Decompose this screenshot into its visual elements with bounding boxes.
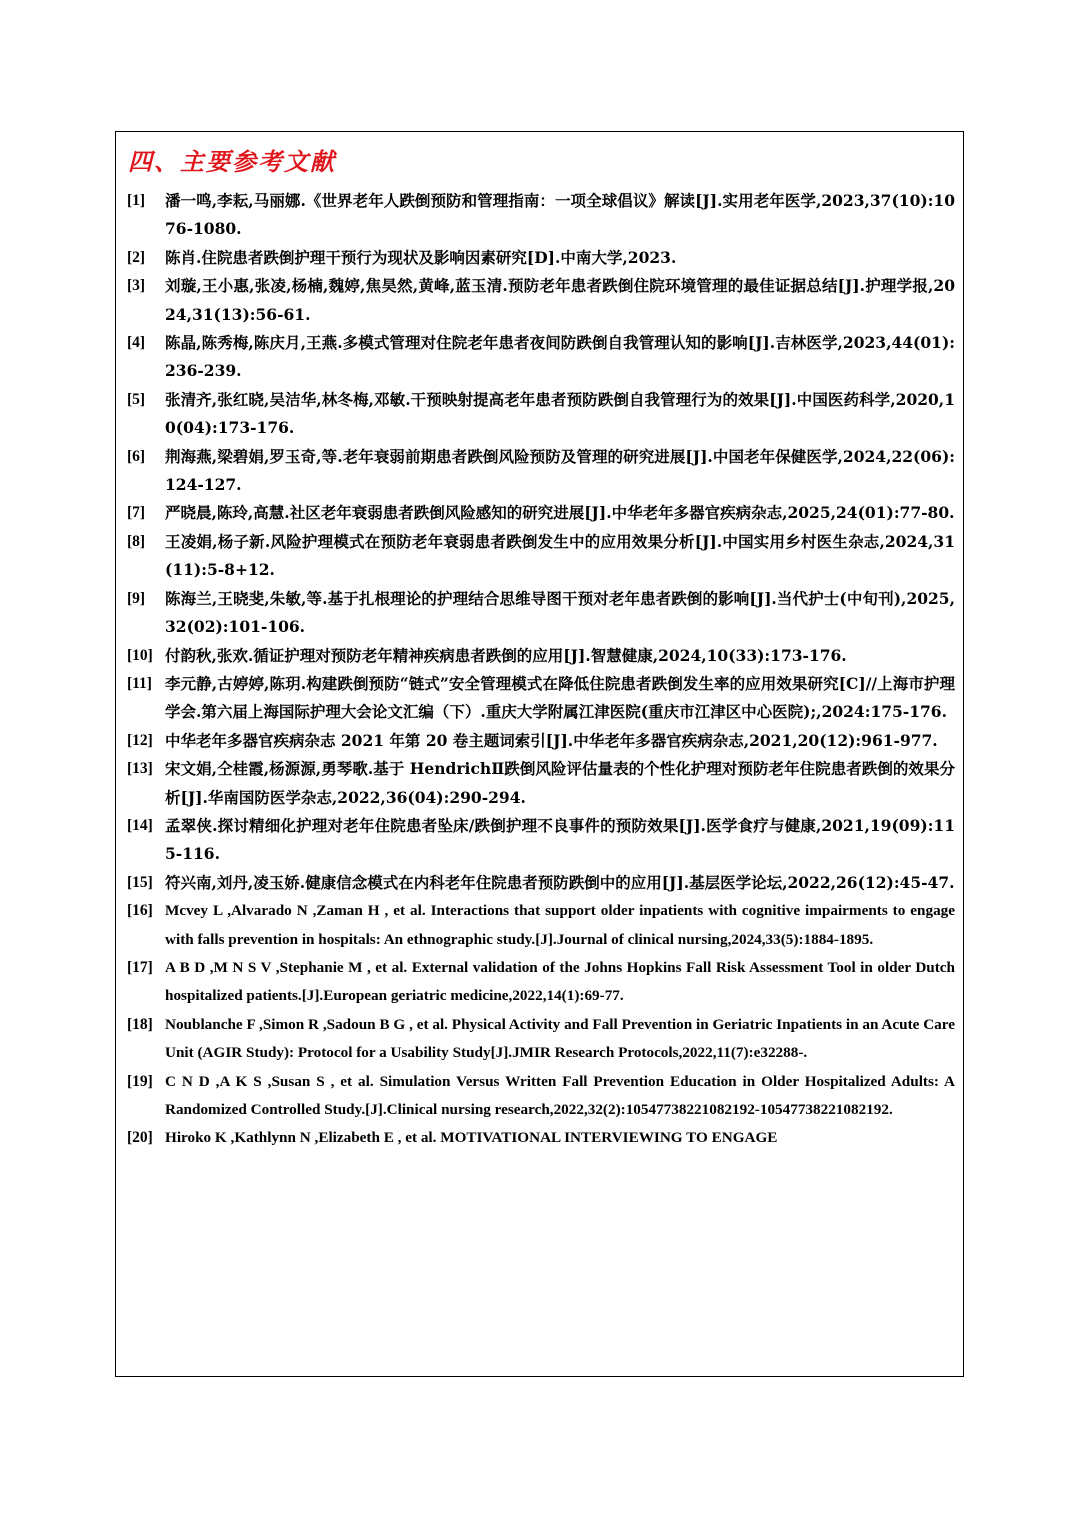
- reference-text: 李元静,古婷婷,陈玥.构建跌倒预防“链式”安全管理模式在降低住院患者跌倒发生率的应用效果研究[C]//上海市护理学会.第六届上海国际护理大会论文汇编（下）.重庆大学附属江津医院(重庆市江津区中心医院);,2024:175-176.: [165, 673, 955, 722]
- reference-number: [6]: [127, 447, 146, 465]
- reference-number: [18]: [127, 1015, 153, 1033]
- reference-item: [127, 670, 955, 727]
- reference-item: [127, 1124, 955, 1152]
- reference-text: 孟翠侠.探讨精细化护理对老年住院患者坠床/跌倒护理不良事件的预防效果[J].医学食疗与健康,2021,19(09):115-116.: [165, 815, 955, 864]
- reference-item: [127, 386, 955, 443]
- reference-text: Noublanche F ,Simon R ,Sadoun B G , et al. Physical Activity and Fall Prevention in Geriatric Inpatients in an Acute Care Unit (AGIR Study): Protocol for a Usability Study[J].JMIR Research Protocols,2022,11(7):e32288-.: [165, 1015, 955, 1062]
- reference-item: [127, 954, 955, 1011]
- reference-item: [127, 812, 955, 869]
- reference-number: [14]: [127, 816, 153, 834]
- reference-number: [15]: [127, 873, 153, 891]
- reference-item: [127, 443, 955, 500]
- reference-item: [127, 187, 955, 244]
- reference-item: [127, 244, 955, 272]
- reference-text: 符兴南,刘丹,凌玉娇.健康信念模式在内科老年住院患者预防跌倒中的应用[J].基层医学论坛,2022,26(12):45-47.: [165, 872, 955, 892]
- references-frame: [115, 131, 964, 1377]
- reference-number: [20]: [127, 1129, 153, 1147]
- reference-number: [12]: [127, 731, 153, 749]
- reference-text: 严晓晨,陈玲,高慧.社区老年衰弱患者跌倒风险感知的研究进展[J].中华老年多器官疾病杂志,2025,24(01):77-80.: [165, 503, 955, 523]
- reference-text: C N D ,A K S ,Susan S , et al. Simulation Versus Written Fall Prevention Education in Older Hospitalized Adults: A Randomized Controlled Study.[J].Clinical nursing research,2022,32(2):10547738221082192-10547738221082192.: [165, 1072, 955, 1118]
- reference-item: [127, 528, 955, 585]
- reference-item: [127, 585, 955, 642]
- reference-item: [127, 272, 955, 329]
- reference-text: 刘璇,王小惠,张凌,杨楠,魏婷,焦昊然,黄峰,蓝玉清.预防老年患者跌倒住院环境管理的最佳证据总结[J].护理学报,2024,31(13):56-61.: [165, 276, 955, 324]
- reference-item: [127, 869, 955, 897]
- reference-item: [127, 329, 955, 386]
- reference-text: A B D ,M N S V ,Stephanie M , et al. External validation of the Johns Hopkins Fall Risk Assessment Tool in older Dutch hospitalized patients.[J].European geriatric medicine,2022,14(1):69-77.: [165, 958, 955, 1005]
- reference-text: 王凌娟,杨子新.风险护理模式在预防老年衰弱患者跌倒发生中的应用效果分析[J].中国实用乡村医生杂志,2024,31(11):5-8+12.: [165, 531, 955, 580]
- reference-item: [127, 897, 955, 954]
- reference-number: [7]: [127, 504, 146, 522]
- reference-text: 潘一鸣,李耘,马丽娜.《世界老年人跌倒预防和管理指南：一项全球倡议》解读[J].实用老年医学,2023,37(10):1076-1080.: [165, 191, 955, 239]
- reference-list: [127, 187, 955, 1153]
- reference-text: 陈晶,陈秀梅,陈庆月,王燕.多模式管理对住院老年患者夜间防跌倒自我管理认知的影响[J].吉林医学,2023,44(01):236-239.: [165, 333, 955, 381]
- reference-text: Hiroko K ,Kathlynn N ,Elizabeth E , et al. MOTIVATIONAL INTERVIEWING TO ENGAGE: [165, 1129, 778, 1147]
- reference-number: [10]: [127, 646, 153, 664]
- reference-number: [1]: [127, 192, 146, 209]
- reference-text: 中华老年多器官疾病杂志 2021 年第 20 卷主题词索引[J].中华老年多器官疾病杂志,2021,20(12):961-977.: [165, 730, 938, 750]
- reference-number: [16]: [127, 902, 153, 920]
- reference-number: [19]: [127, 1072, 153, 1090]
- reference-item: [127, 727, 955, 755]
- reference-item: [127, 499, 955, 527]
- reference-number: [5]: [127, 390, 146, 408]
- reference-text: 陈肖.住院患者跌倒护理干预行为现状及影响因素研究[D].中南大学,2023.: [165, 247, 677, 267]
- reference-number: [13]: [127, 760, 153, 778]
- reference-number: [11]: [127, 674, 152, 692]
- reference-item: [127, 1011, 955, 1068]
- reference-text: 付韵秋,张欢.循证护理对预防老年精神疾病患者跌倒的应用[J].智慧健康,2024,10(33):173-176.: [165, 645, 847, 665]
- reference-text: 陈海兰,王晓斐,朱敏,等.基于扎根理论的护理结合思维导图干预对老年患者跌倒的影响[J].当代护士(中旬刊),2025,32(02):101-106.: [165, 588, 955, 637]
- section-heading: 四、主要参考文献: [128, 148, 336, 176]
- reference-number: [8]: [127, 532, 146, 550]
- reference-text: 张清齐,张红晓,吴洁华,林冬梅,邓敏.干预映射提高老年患者预防跌倒自我管理行为的效果[J].中国医药科学,2020,10(04):173-176.: [165, 389, 955, 438]
- reference-text: 宋文娟,仝桂霞,杨源源,勇琴歌.基于 HendrichⅡ跌倒风险评估量表的个性化护理对预防老年住院患者跌倒的效果分析[J].华南国防医学杂志,2022,36(04):290-294.: [165, 759, 955, 807]
- reference-number: [9]: [127, 589, 146, 607]
- reference-number: [4]: [127, 334, 146, 352]
- reference-text: 荆海燕,梁碧娟,罗玉奇,等.老年衰弱前期患者跌倒风险预防及管理的研究进展[J].中国老年保健医学,2024,22(06):124-127.: [165, 446, 955, 495]
- reference-number: [2]: [127, 248, 146, 266]
- reference-item: [127, 755, 955, 812]
- reference-number: [17]: [127, 958, 153, 976]
- reference-item: [127, 1068, 955, 1125]
- reference-item: [127, 642, 955, 670]
- reference-text: Mcvey L ,Alvarado N ,Zaman H , et al. Interactions that support older inpatients with cognitive impairments to engage with falls prevention in hospitals: An ethnographic study.[J].Journal of clinical nursing,2024,33(5):1884-1895.: [165, 902, 955, 948]
- reference-number: [3]: [127, 277, 146, 295]
